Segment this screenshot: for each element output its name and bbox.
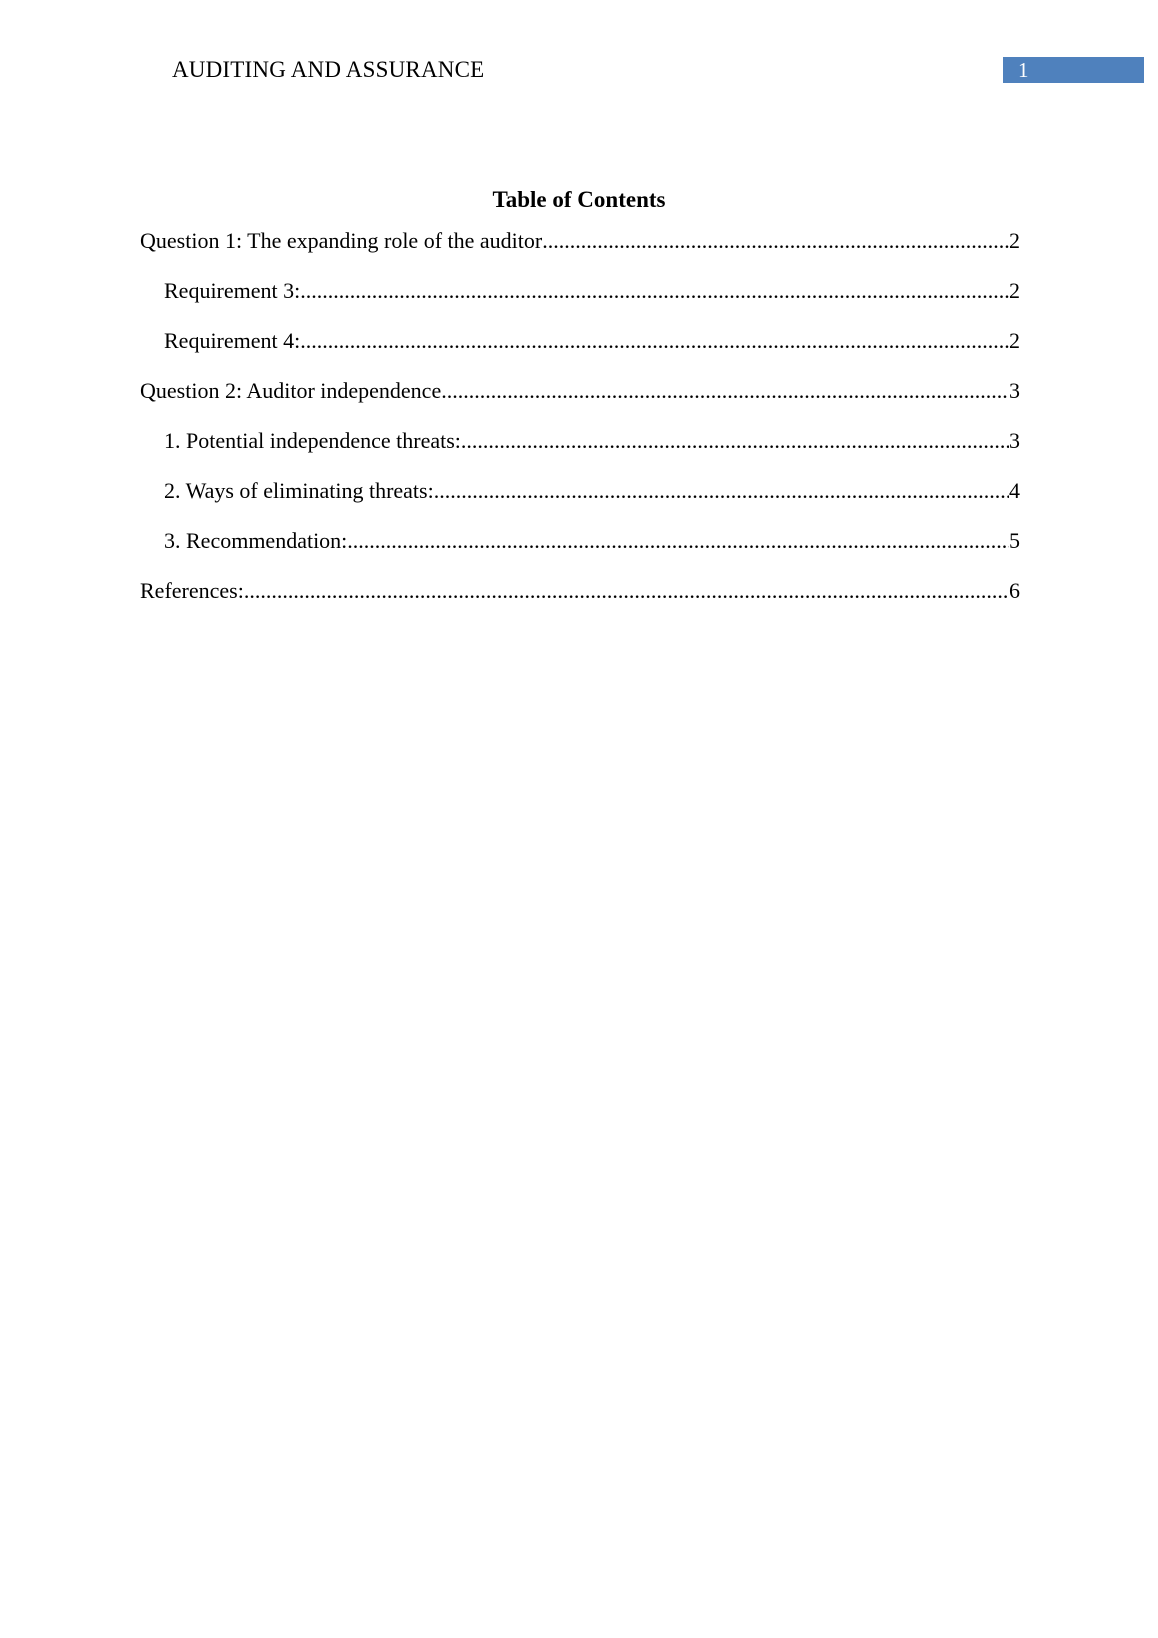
toc-dot-leader (542, 227, 1009, 255)
toc-dot-leader (441, 377, 1009, 405)
toc-entry-page: 2 (1009, 328, 1020, 353)
toc-entry[interactable] (140, 227, 1020, 277)
toc-entry-text: References: (140, 578, 244, 603)
page-number-box (1003, 57, 1144, 83)
toc-entry[interactable] (140, 577, 1020, 627)
toc-entry-page: 3 (1009, 378, 1020, 403)
toc-entry[interactable] (140, 277, 1020, 327)
toc-entry-text: Requirement 4: (164, 328, 301, 353)
toc-dot-leader (244, 577, 1009, 605)
toc-heading: Table of Contents (492, 187, 666, 212)
toc-dot-leader (300, 277, 1009, 305)
toc-dot-leader (347, 527, 1009, 555)
toc-entry-text: Requirement 3: (164, 278, 301, 303)
toc-dot-leader (461, 427, 1009, 455)
toc-entry[interactable] (140, 327, 1020, 377)
toc-dot-leader (434, 477, 1009, 505)
toc-entry-page: 3 (1009, 428, 1020, 453)
toc-entry[interactable] (140, 427, 1020, 477)
toc-entry[interactable] (140, 527, 1020, 577)
toc-entry-page: 6 (1009, 578, 1020, 603)
toc-entry-text: 3. Recommendation: (164, 528, 348, 553)
toc-entry[interactable] (140, 377, 1020, 427)
toc-entry-page: 2 (1009, 278, 1020, 303)
toc-entry[interactable] (140, 477, 1020, 527)
toc-entry-text: Question 2: Auditor independence (140, 378, 442, 403)
table-of-contents (140, 227, 1020, 627)
page-number: 1 (1018, 58, 1029, 82)
toc-entry-page: 2 (1009, 228, 1020, 253)
toc-entry-text: Question 1: The expanding role of the auditor (140, 228, 543, 253)
toc-entry-text: 1. Potential independence threats: (164, 428, 461, 453)
toc-entry-page: 4 (1009, 478, 1020, 503)
toc-entry-text: 2. Ways of eliminating threats: (164, 478, 434, 503)
toc-entry-page: 5 (1009, 528, 1020, 553)
toc-dot-leader (300, 327, 1009, 355)
running-header-title: AUDITING AND ASSURANCE (172, 57, 485, 82)
